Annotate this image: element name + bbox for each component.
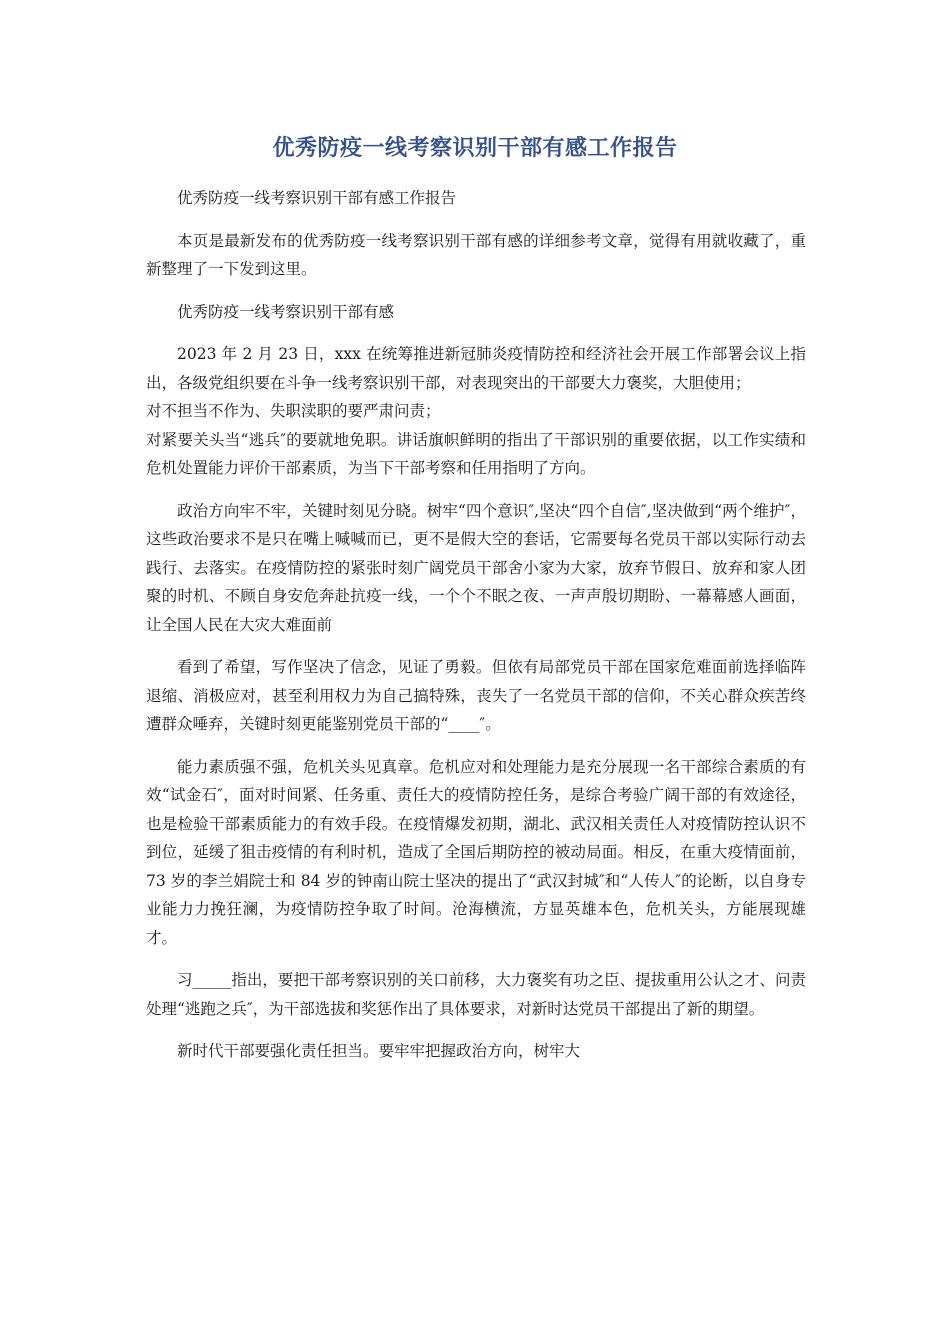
- paragraph-accountability: 对不担当不作为、失职渎职的要严肃问责；: [146, 402, 441, 420]
- paragraph-ability: 能力素质强不强，危机关头见真章。危机应对和处理能力是充分展现一名干部综合素质的有效“试金石″，面对时间紧、任务重、责任大的疫情防控任务，是综合考验广阔干部的有效途径，也是检验干部素质能力的有效手段。在疫情爆发初期，湖北、武汉相关责任人对疫情防控认识不到位，延缓了狙击疫情的有利时机，造成了全国后期防控的被动局面。相反，在重大疫情面前，73 岁的李兰娟院士和 84 岁的钟南山院士坚决的提出了“武汉封城″和“人传人″的论断，以自身专业能力力挽狂澜，为疫情防控争取了时间。沧海横流，方显英雄本色，危机关头，方能展现雄才。: [146, 757, 806, 947]
- document-title: 优秀防疫一线考察识别干部有感工作报告: [272, 136, 678, 161]
- paragraph-instruction: 习_____指出，要把干部考察识别的关口前移，大力褒奖有功之臣、提拔重用公认之才、问责处理“逃跑之兵″，为干部选拔和奖惩作出了具体要求，对新时达党员干部提出了新的期望。: [146, 971, 806, 1018]
- paragraph-new-era: 新时代干部要强化责任担当。要牢牢把握政治方向，树牢大: [177, 1042, 581, 1060]
- paragraph-meeting: 2023 年 2 月 23 日，xxx 在统筹推进新冠肺炎疫情防控和经济社会开展工作部署会议上指出，各级党组织要在斗争一线考察识别干部，对表现突出的干部要大力褒奖，大胆使用；: [146, 345, 806, 392]
- paragraph-intro: 本页是最新发布的优秀防疫一线考察识别干部有感的详细参考文章，觉得有用就收藏了，重新整理了一下发到这里。: [146, 231, 806, 278]
- document-body: [146, 184, 806, 1080]
- paragraph-heading: 优秀防疫一线考察识别干部有感: [177, 302, 395, 321]
- paragraph-hope: 看到了希望，写作坚决了信念，见证了勇毅。但依有局部党员干部在国家危难面前选择临阵退缩、消极应对，甚至利用权力为自己搞特殊，丧失了一名党员干部的信仰，不关心群众疾苦终遭群众唾弃，关键时刻更能鉴别党员干部的“____″。: [146, 658, 806, 733]
- paragraph-dismissal: 对紧要关头当“逃兵″的要就地免职。讲话旗帜鲜明的指出了干部识别的重要依据，以工作实绩和危机处置能力评价干部素质，为当下干部考察和任用指明了方向。: [146, 430, 806, 477]
- paragraph-subtitle: 优秀防疫一线考察识别干部有感工作报告: [177, 189, 457, 207]
- paragraph-political-direction: 政治方向牢不牢，关键时刻见分晓。树牢“四个意识″,坚决“四个自信″,坚决做到“两个维护″，这些政治要求不是只在嘴上喊喊而已，更不是假大空的套话，它需要每名党员干部以实际行动去践行、去落实。在疫情防控的紧张时刻广阔党员干部舍小家为大家，放弃节假日、放弃和家人团聚的时机、不顾自身安危奔赴抗疫一线，一个个不眠之夜、一声声殷切期盼、一幕幕感人画面，让全国人民在大灾大难面前: [146, 501, 806, 634]
